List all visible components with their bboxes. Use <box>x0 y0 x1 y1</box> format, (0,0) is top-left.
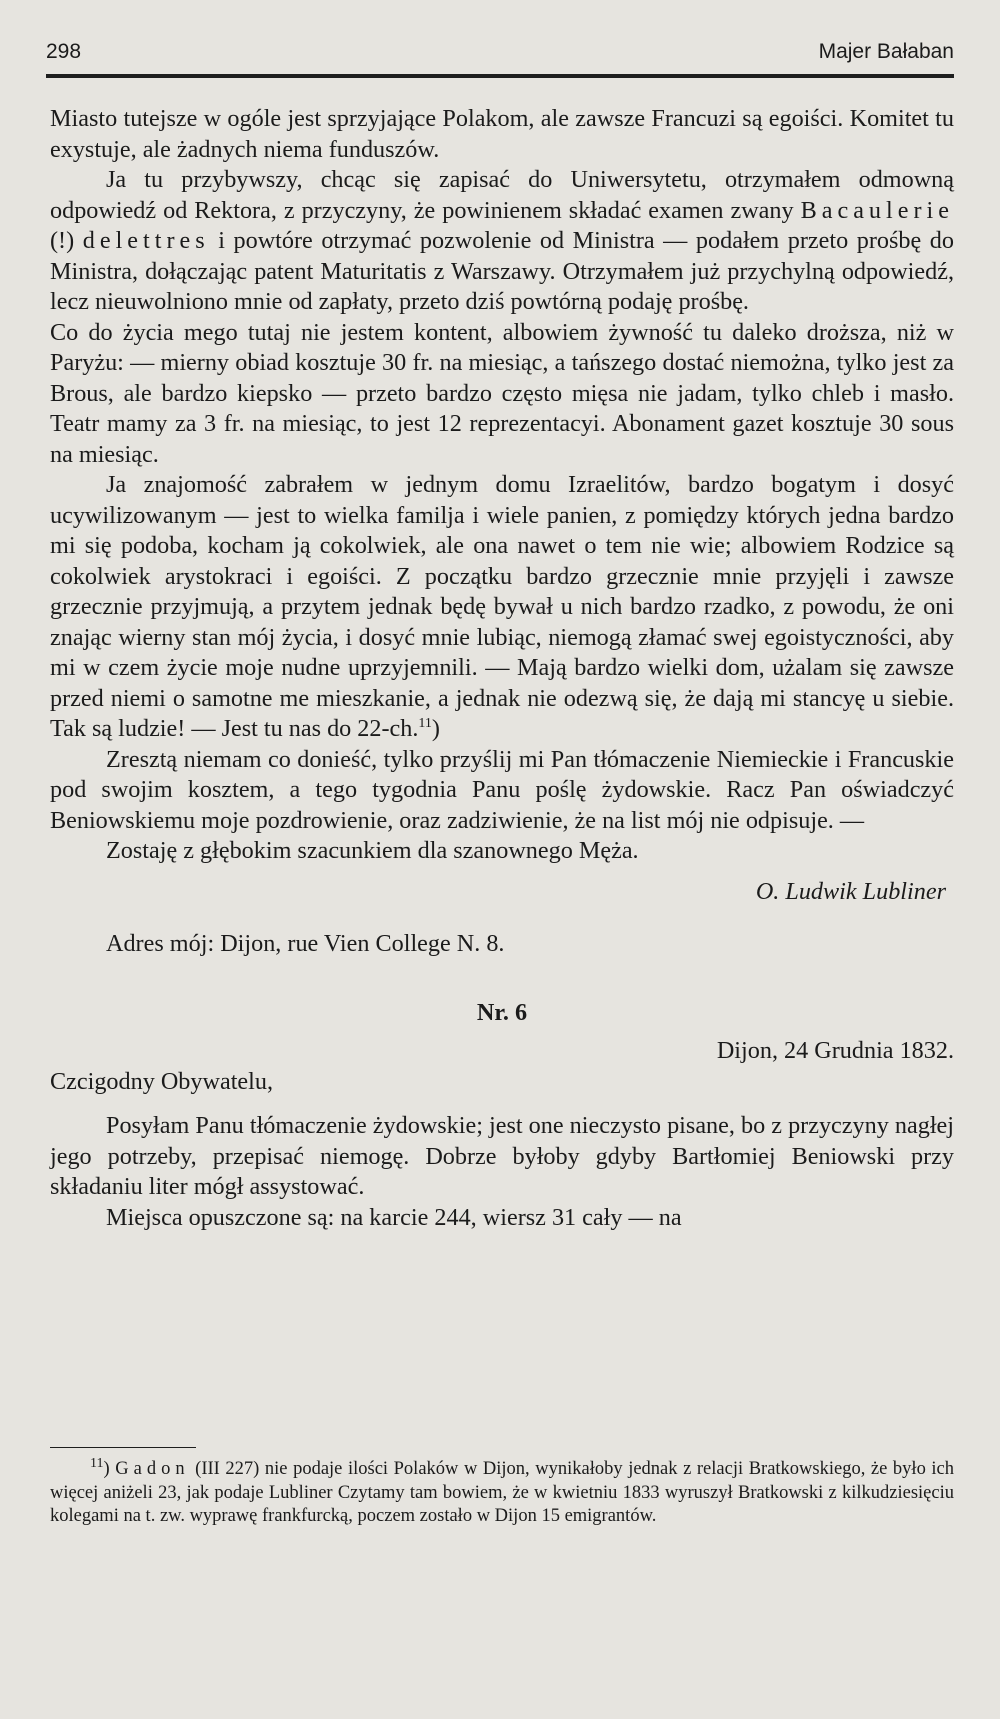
footnote-11 <box>50 1455 955 1529</box>
paragraph-5: Zresztą niemam co donieść, tylko przyślij mi Pan tłómaczenie Niemieckie i Francuskie pod swojim kosztem, a tego tygodnia Panu poślę żydowskie. Racz Pan oświadczyć Beniowskiemu moje pozdrowienie, oraz zadziwienie, że na list mój nie odpisuje. — <box>50 745 954 834</box>
footnote-text: (III 227) nie podaje ilości Polaków w Dijon, wynikałoby jednak z relacji Bratkowskiego, że było ich więcej aniżeli 23, jak podaje Lubliner Czytamy tam bowiem, że w kwietniu 1833 wyruszył Bratkowski z kilkudziesięciu kolegami na t. zw. wyprawę frankfurcką, poczem zostało w Dijon 15 emigrantów. <box>50 1459 955 1526</box>
salutation: Czcigodny Obywatelu, <box>50 1067 274 1095</box>
footnote-rule <box>50 1447 196 1448</box>
spaced-term-bacaulerie: Bacaulerie <box>800 196 954 224</box>
page-header <box>46 40 954 70</box>
paragraph-4 <box>50 470 954 745</box>
footnote <box>50 1455 955 1529</box>
letter-number: Nr. 6 <box>476 998 528 1026</box>
footnote-author: Gadon <box>115 1459 190 1479</box>
paragraph-1: Miasto tutejsze w ogóle jest sprzyjające Polakom, ale zawsze Francuzi są egoiści. Komitet tu exystuje, ale żadnych niema funduszów. <box>50 105 954 163</box>
paragraph-2 <box>50 165 954 318</box>
paragraph-4-end: ) <box>431 715 440 742</box>
letter-date: Dijon, 24 Grudnia 1832. <box>716 1037 954 1064</box>
paragraph-8: Miejsca opuszczone są: na karcie 244, wiersz 31 cały — na <box>106 1203 682 1231</box>
paragraph-2-text-c: i powtóre otrzymać pozwolenie od Ministra — podałem przeto prośbę do Ministra, dołączając patent Maturitatis z Warszawy. Otrzymałem już przychylną odpowiedź, lecz nieuwolniono mnie od zapłaty, przeto dziś powtórną podaję prośbę. <box>50 227 954 315</box>
address-line: Adres mój: Dijon, rue Vien College N. 8. <box>106 930 505 957</box>
paragraph-2-text-b: (!) <box>50 227 83 254</box>
paragraph-3: Co do życia mego tutaj nie jestem kontent, albowiem żywność tu daleko droższa, niż w Paryżu: — mierny obiad kosztuje 30 fr. na miesiąc, a tańszego dostać niemożna, tylko jest za Brous, ale bardzo kiepsko — przeto bardzo często mięsa nie jadam, tylko chleb i masło. Teatr mamy za 3 fr. na miesiąc, to jest 12 reprezentacyi. Abonament gazet kosztuje 30 sous na miesiąc. <box>50 318 954 468</box>
paragraph-4-text: Ja znajomość zabrałem w jednym domu Izraelitów, bardzo bogatym i dosyć ucywilizowanym — jest to wielka familja i wiele panien, z pomiędzy których jedna bardzo mi się podoba, kocham ją cokolwiek, ale ona nawet o tem nie wie; albowiem Rodzice są cokolwiek arystokraci i egoiści. Z początku bardzo grzecznie mnie przyjęli i zawsze grzecznie przyjmują, a przytem jednak będę bywał u nich bardzo rzadko, z powodu, że oni znając wierny stan mój życia, i dosyć mnie lubiąc, niemogą złamać swej egoistyczności, aby mi w czem życie moje nudne uprzyjemnili. — Mają bardzo wielki dom, użalam się zawsze przed niemi o samotne me mieszkanie, a jednak nie odezwą się, że dają mi stancyę u siebie. Tak są ludzie! — Jest tu nas do 22-ch. <box>50 471 954 742</box>
paragraph-7: Posyłam Panu tłómaczenie żydowskie; jest one nieczysto pisane, bo z przyczyny nagłej jego potrzeby, przepisać niemogę. Dobrze byłoby gdyby Bartłomiej Beniowski przy składaniu liter mógł assystować. <box>50 1112 954 1200</box>
paragraph-2-text-a: Ja tu przybywszy, chcąc się zapisać do Uniwersytetu, otrzymałem odmowną odpowiedź od Rektora, z przyczyny, że powinienem składać examen zwany <box>50 166 954 224</box>
running-head: Majer Bałaban <box>818 40 954 63</box>
paragraph-6: Zostaję z głębokim szacunkiem dla szanownego Męża. <box>106 837 639 864</box>
footnote-marker-close: ) <box>103 1459 110 1479</box>
footnote-marker: 11 <box>90 1455 104 1471</box>
page-number: 298 <box>46 40 82 63</box>
signature: O. Ludwik Lubliner <box>755 877 946 905</box>
footnote-ref-11: 11 <box>418 715 432 731</box>
main-text <box>50 104 954 1233</box>
header-rule <box>46 74 954 78</box>
spaced-term-delettres: delettres <box>82 227 210 254</box>
